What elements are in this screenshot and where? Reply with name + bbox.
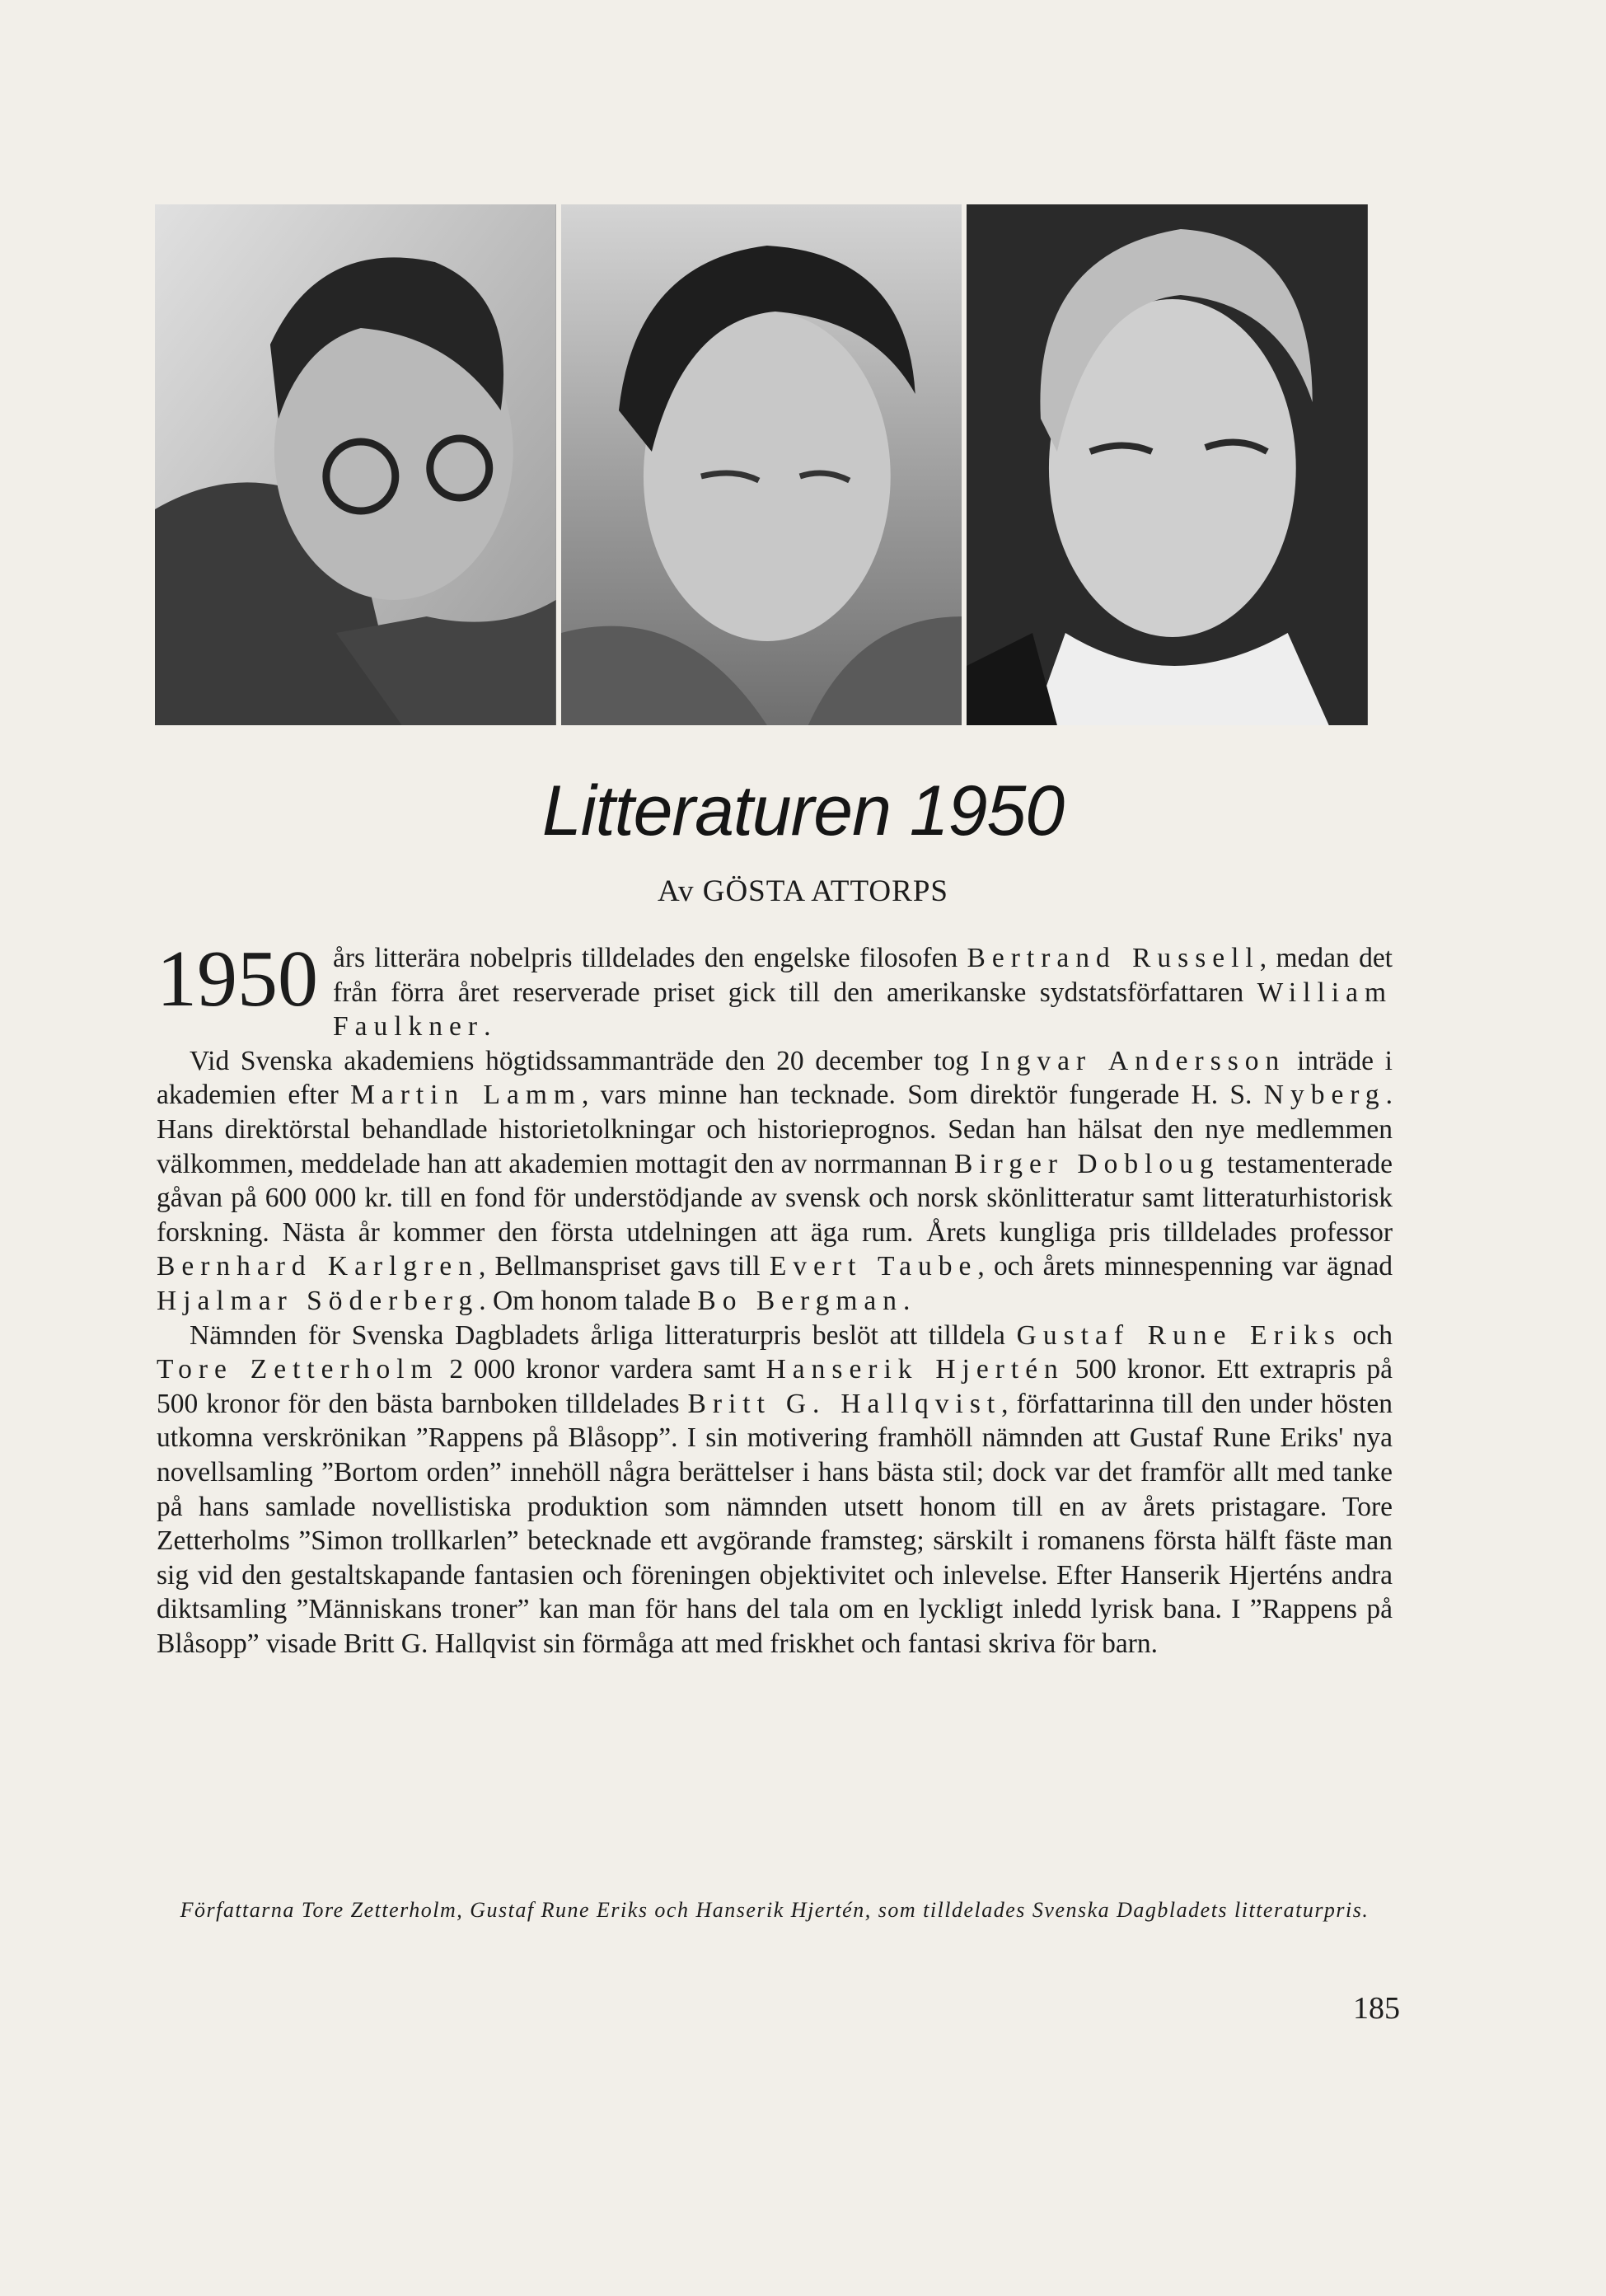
spaced-name: Bertrand Russell (967, 943, 1260, 973)
photo-caption: Författarna Tore Zetterholm, Gustaf Rune Eriks och Hanserik Hjertén, som tilldelades Svenska Dagbladets litteraturpris. (180, 1898, 1370, 1922)
article-body (157, 935, 1393, 1661)
text: testamenterade gåvan på 600 000 kr. till en fond för understödjande av svensk och norsk skönlitteratur samt litteraturhistorisk forskning. Nästa år kommer den första utdelningen att äga rum. Årets kungliga pris tilldelades professor (157, 1148, 1393, 1248)
portrait-photo-right (967, 204, 1368, 725)
spaced-name: Tore Zetterholm (157, 1354, 439, 1385)
portrait-photo-middle (561, 204, 962, 725)
drop-number: 1950 (157, 935, 318, 1024)
text: , medan det från förra året reserverade priset gick till den amerikanske sydstatsförfattaren (333, 943, 1393, 1008)
text: , vars minne han tecknade. Som direktör fungerade H. S. (582, 1080, 1264, 1111)
text: inträde i akademien efter (157, 1045, 1393, 1111)
page-number: 185 (1353, 1991, 1400, 2026)
portrait-photos (155, 204, 1368, 725)
paragraph-2 (157, 1044, 1393, 1319)
spaced-name: Martin Lamm (350, 1080, 582, 1111)
portrait-right-image (967, 204, 1368, 725)
text: års litterära nobelpris tilldelades den engelske filosofen (333, 943, 967, 973)
text: . (484, 1011, 491, 1043)
text: . Om honom talade (479, 1285, 698, 1316)
spaced-name: Gustaf Rune Eriks (1016, 1319, 1341, 1351)
spaced-name: Hanserik Hjertén (766, 1354, 1065, 1385)
spaced-name: Hjalmar Söderberg (157, 1285, 480, 1316)
text: Vid Svenska akademiens högtidssammanträde den 20 december tog (190, 1045, 981, 1076)
text: . (903, 1285, 911, 1316)
spaced-name: Bernhard Karlgren (157, 1251, 479, 1282)
spaced-name: Birger Dobloug (954, 1148, 1220, 1179)
portrait-middle-image (561, 204, 962, 725)
spaced-name: Nyberg (1263, 1080, 1386, 1111)
paragraph-1 (157, 935, 1393, 1044)
text: , författarinna till den under hösten utkomna verskrönikan ”Rappens på Blåsopp”. I sin motivering framhöll nämnden att Gustaf Rune Eriks' nya novellsamling ”Bortom orden” innehöll några berättelser i hans bästa stil; dock var det framför allt med tanke på hans samlade novellistiska produktion som nämnden utsett honom till en av årets pristagare. Tore Zetterholms ”Simon trollkarlen” betecknade ett avgörande framsteg; särskilt i romanens första hälft fäste man sig vid den gestaltskapande fantasien och föreningen objektivitet och inlevelse. Efter Hanserik Hjerténs andra diktsamling ”Människans troner” kan man för hans del tala om en lyckligt inledd lyrisk bana. I ”Rappens på Blåsopp” visade Britt G. Hallqvist sin förmåga att med friskhet och fantasi skriva för barn. (157, 1388, 1393, 1659)
text: 500 kronor. Ett extrapris på 500 kronor för den bästa barnboken tilldelades (157, 1354, 1393, 1419)
portrait-photo-left (155, 204, 556, 725)
article-byline: Av GÖSTA ATTORPS (658, 874, 948, 908)
text: 2 000 kronor vardera samt (438, 1354, 766, 1385)
text: , och årets minnespenning var ägnad (977, 1251, 1393, 1282)
paragraph-3 (157, 1319, 1393, 1661)
spaced-name: Bo Bergman (697, 1285, 904, 1316)
text: Nämnden för Svenska Dagbladets årliga litteraturpris beslöt att tilldela (190, 1319, 1017, 1351)
text: . Hans direktörstal behandlade historietolkningar och historieprognos. Sedan han hälsat den nye medlemmen välkommen, meddelade han att akademien mottagit den av norrmannan (157, 1080, 1393, 1179)
spaced-name: Evert Taube (769, 1251, 978, 1282)
spaced-name: William Faulkner (333, 977, 1393, 1043)
text: och (1341, 1319, 1393, 1351)
article-title: Litteraturen 1950 (541, 771, 1065, 850)
text: , Bellmanspriset gavs till (478, 1251, 770, 1282)
spaced-name: Ingvar Andersson (980, 1045, 1286, 1076)
spaced-name: Britt G. Hallqvist (687, 1388, 1002, 1419)
portrait-left-image (155, 204, 556, 725)
